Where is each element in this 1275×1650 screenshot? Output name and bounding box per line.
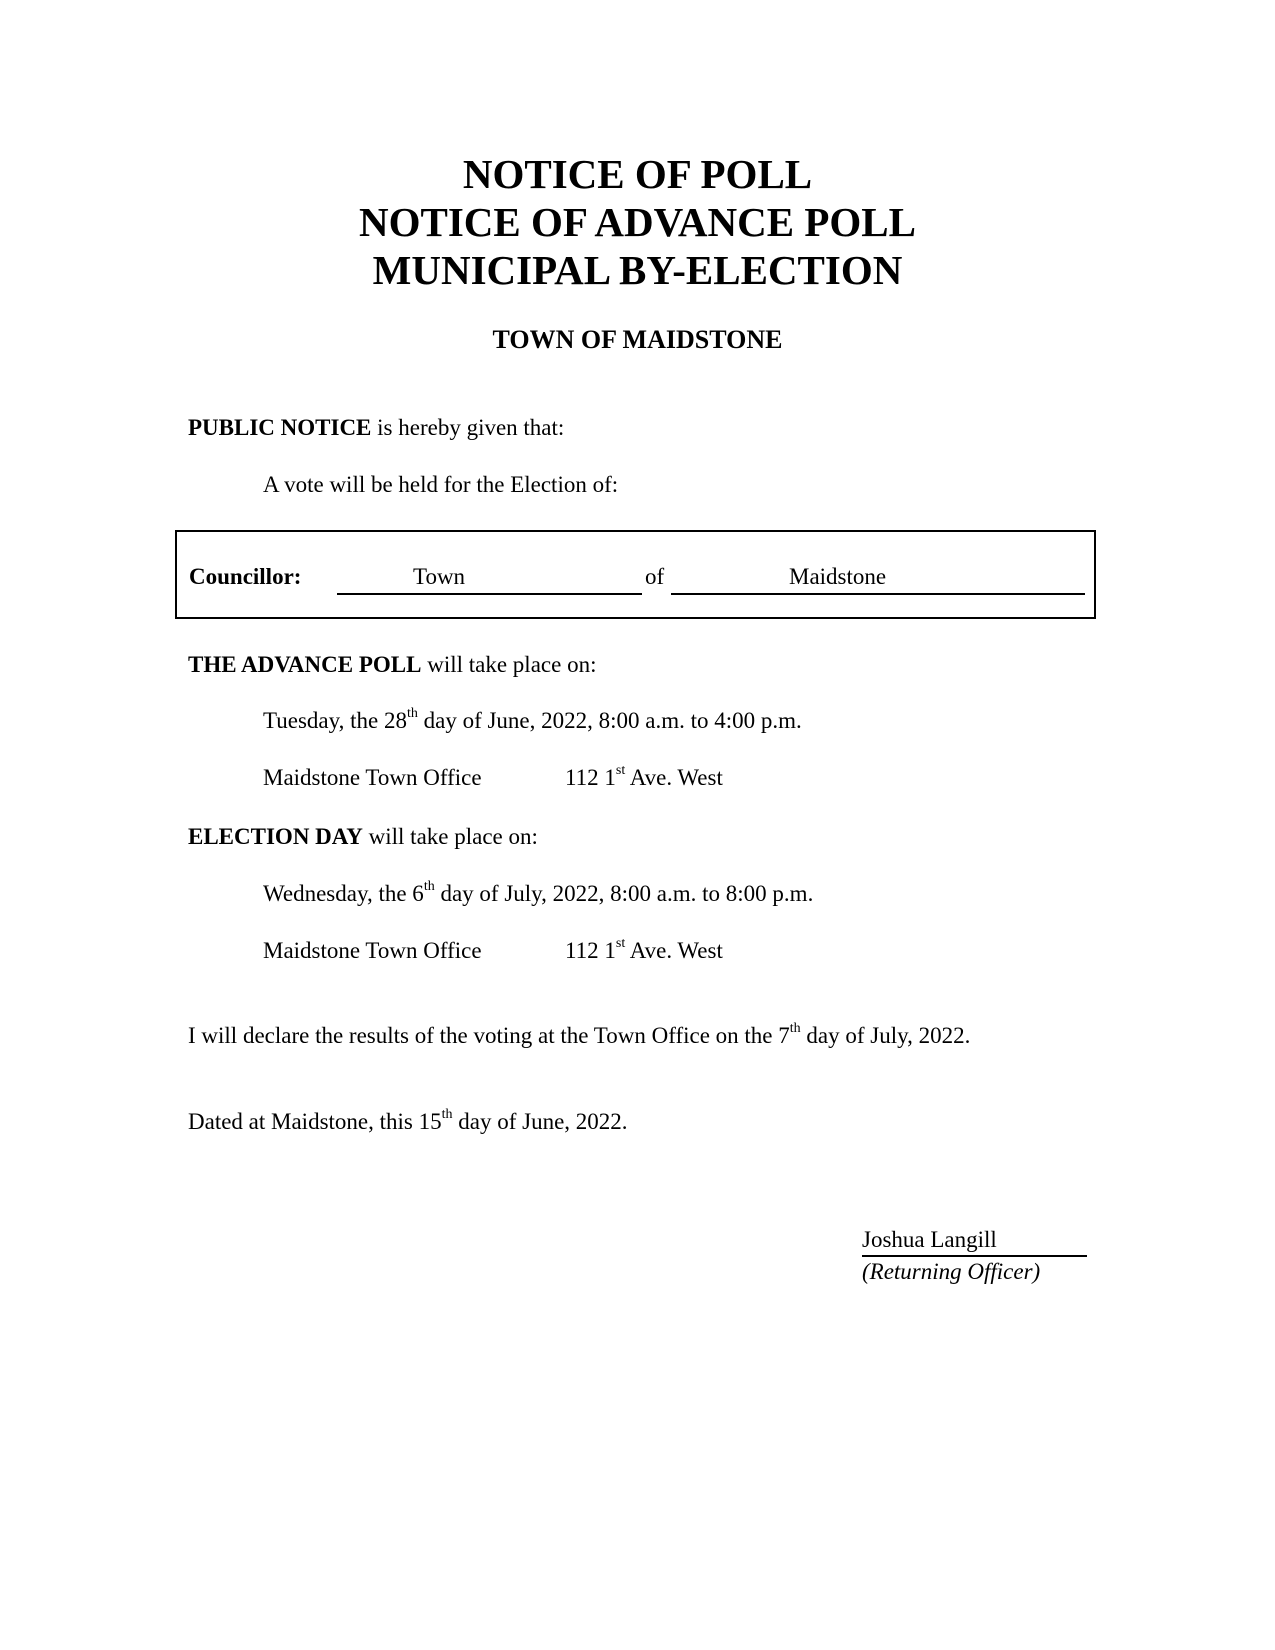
results-pre: I will declare the results of the voting at the Town Office on the 7 bbox=[188, 1023, 790, 1048]
election-date-sup: th bbox=[423, 879, 435, 895]
election-date-pre: Wednesday, the 6 bbox=[263, 881, 424, 906]
advance-poll-rest: will take place on: bbox=[421, 652, 597, 677]
public-notice-rest: is hereby given that: bbox=[371, 415, 565, 440]
election-date-post: day of July, 2022, 8:00 a.m. to 8:00 p.m. bbox=[434, 881, 814, 906]
advance-poll-date bbox=[263, 707, 802, 735]
election-address-pre: 112 1 bbox=[565, 938, 616, 963]
dated-sup: th bbox=[441, 1107, 453, 1123]
signature-block bbox=[862, 1225, 1087, 1287]
advance-poll-bold: THE ADVANCE POLL bbox=[188, 652, 422, 677]
advance-poll-address bbox=[565, 764, 723, 792]
councillor-label: Councillor: bbox=[189, 564, 302, 589]
election-day-line bbox=[188, 823, 538, 851]
election-day-date bbox=[263, 880, 813, 908]
results-post: day of July, 2022. bbox=[800, 1023, 971, 1048]
town-heading: TOWN OF MAIDSTONE bbox=[492, 325, 783, 354]
title-municipal-by-election: MUNICIPAL BY-ELECTION bbox=[372, 247, 903, 293]
advance-date-post: day of June, 2022, 8:00 a.m. to 4:00 p.m. bbox=[417, 708, 802, 733]
results-declaration bbox=[188, 1022, 970, 1050]
advance-address-pre: 112 1 bbox=[565, 765, 616, 790]
election-day-bold: ELECTION DAY bbox=[188, 824, 363, 849]
title-notice-of-poll: NOTICE OF POLL bbox=[462, 151, 813, 197]
advance-address-sup: st bbox=[615, 763, 626, 779]
results-sup: th bbox=[789, 1021, 801, 1037]
public-notice-bold: PUBLIC NOTICE bbox=[188, 415, 372, 440]
dated-pre: Dated at Maidstone, this 15 bbox=[188, 1109, 442, 1134]
election-location: Maidstone Town Office bbox=[263, 938, 482, 963]
of-connector: of bbox=[645, 564, 665, 589]
election-day-location bbox=[263, 937, 482, 965]
election-address-post: Ave. West bbox=[625, 938, 723, 963]
advance-date-pre: Tuesday, the 28 bbox=[263, 708, 407, 733]
returning-officer-title: (Returning Officer) bbox=[862, 1259, 1041, 1284]
election-day-rest: will take place on: bbox=[362, 824, 538, 849]
advance-date-sup: th bbox=[406, 706, 418, 722]
public-notice-line bbox=[188, 414, 564, 442]
municipality-name-field bbox=[671, 564, 1085, 595]
advance-address-post: Ave. West bbox=[625, 765, 723, 790]
municipality-type-field bbox=[337, 564, 642, 595]
advance-location: Maidstone Town Office bbox=[263, 765, 482, 790]
dated-post: day of June, 2022. bbox=[452, 1109, 628, 1134]
election-box bbox=[175, 530, 1096, 619]
advance-poll-line bbox=[188, 651, 596, 679]
vote-line: A vote will be held for the Election of: bbox=[263, 472, 619, 497]
dated-line bbox=[188, 1108, 628, 1136]
election-address-sup: st bbox=[615, 936, 626, 952]
municipality-name-value: Maidstone bbox=[789, 564, 887, 589]
advance-poll-location bbox=[263, 764, 482, 792]
title-notice-of-advance-poll: NOTICE OF ADVANCE POLL bbox=[358, 199, 916, 245]
returning-officer-name: Joshua Langill bbox=[862, 1225, 1087, 1257]
election-day-address bbox=[565, 937, 723, 965]
municipality-type-value: Town bbox=[413, 564, 466, 589]
